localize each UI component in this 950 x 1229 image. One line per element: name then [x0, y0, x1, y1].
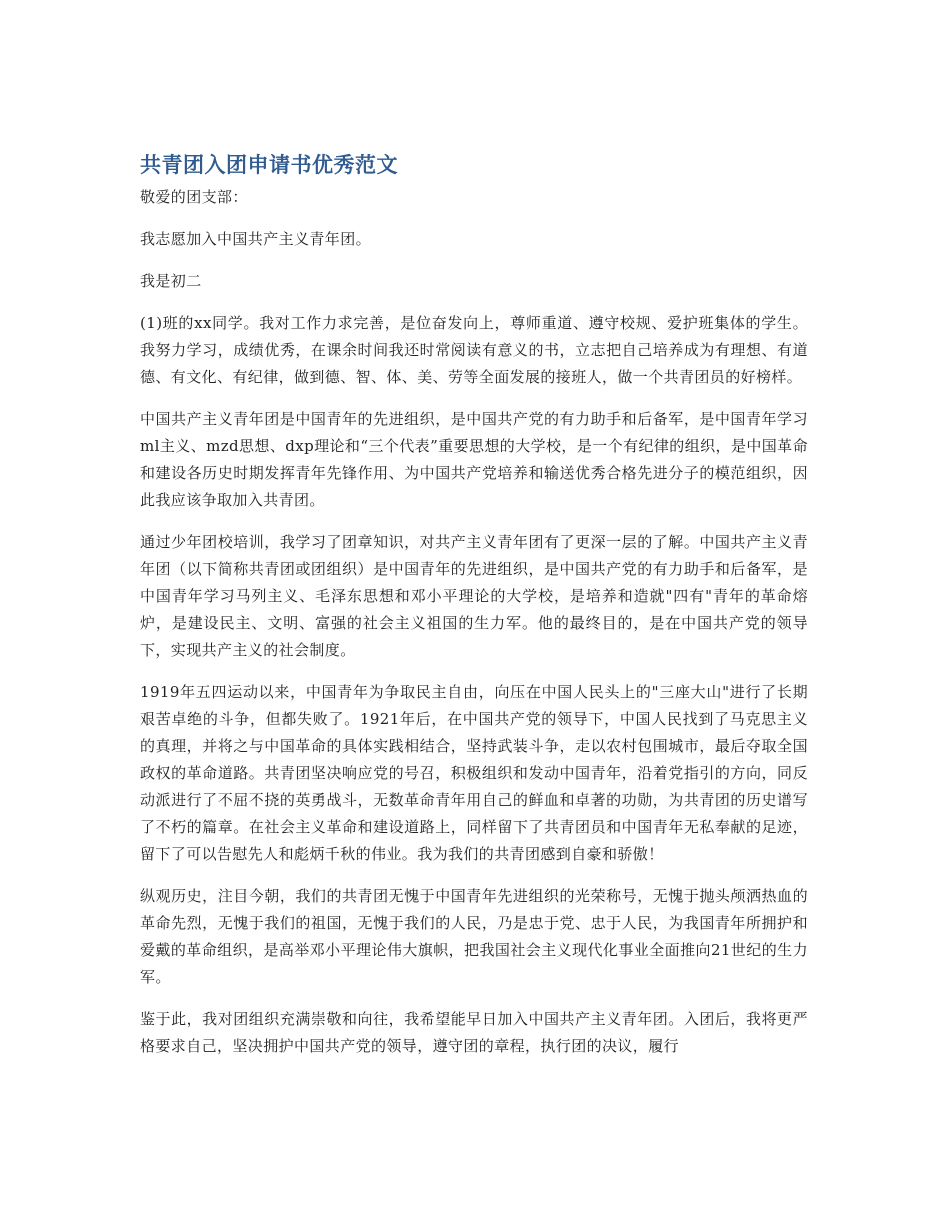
paragraph: 鉴于此，我对团组织充满崇敬和向往，我希望能早日加入中国共产主义青年团。入团后，我将更严格要求自己，坚决拥护中国共产党的领导，遵守团的章程，执行团的决议，履行: [140, 1010, 808, 1055]
paragraph: 通过少年团校培训，我学习了团章知识，对共产主义青年团有了更深一层的了解。中国共产主义青年团（以下简称共青团或团组织）是中国青年的先进组织，是中国共产党的有力助手和后备军，是中国青年学习马列主义、毛泽东思想和邓小平理论的大学校，是培养和造就"四有"青年的革命熔炉，是建设民主、文明、富强的社会主义祖国的生力军。他的最终目的，是在中国共产党的领导下，实现共产主义的社会制度。: [140, 533, 808, 659]
paragraph: 1919年五四运动以来，中国青年为争取民主自由，向压在中国人民头上的"三座大山"进行了长期艰苦卓绝的斗争，但都失败了。1921年后，在中国共产党的领导下，中国人民找到了马克思主义的真理，并将之与中国革命的具体实践相结合，坚持武装斗争，走以农村包围城市，最后夺取全国政权的革命道路。共青团坚决响应党的号召，积极组织和发动中国青年，沿着党指引的方向，同反动派进行了不屈不挠的英勇战斗，无数革命青年用自己的鲜血和卓著的功勋，为共青团的历史谱写了不朽的篇章。在社会主义革命和建设道路上，同样留下了共青团员和中国青年无私奉献的足迹，留下了可以告慰先人和彪炳千秋的伟业。我为我们的共青团感到自豪和骄傲！: [140, 683, 808, 863]
paragraph: 纵观历史，注目今朝，我们的共青团无愧于中国青年先进组织的光荣称号，无愧于抛头颅洒热血的革命先烈，无愧于我们的祖国，无愧于我们的人民，乃是忠于党、忠于人民，为我国青年所拥护和爱戴的革命组织，是高举邓小平理论伟大旗帜，把我国社会主义现代化事业全面推向21世纪的生力军。: [140, 887, 808, 986]
paragraph: 中国共产主义青年团是中国青年的先进组织，是中国共产党的有力助手和后备军，是中国青年学习ml主义、mzd思想、dxp理论和“三个代表”重要思想的大学校，是一个有纪律的组织，是中国革命和建设各历史时期发挥青年先锋作用、为中国共产党培养和输送优秀合格先进分子的模范组织，因此我应该争取加入共青团。: [140, 410, 808, 509]
paragraph: 我是初二: [140, 272, 202, 290]
document-page: [140, 148, 808, 1075]
paragraph: 我志愿加入中国共产主义青年团。: [140, 230, 372, 248]
document-title: 共青团入团申请书优秀范文: [140, 153, 398, 177]
paragraph: (1)班的xx同学。我对工作力求完善，是位奋发向上，尊师重道、遵守校规、爱护班集体的学生。我努力学习，成绩优秀，在课余时间我还时常阅读有意义的书，立志把自己培养成为有理想、有道德、有文化、有纪律，做到德、智、体、美、劳等全面发展的接班人，做一个共青团员的好榜样。: [140, 314, 808, 386]
salutation: 敬爱的团支部：: [140, 188, 248, 206]
